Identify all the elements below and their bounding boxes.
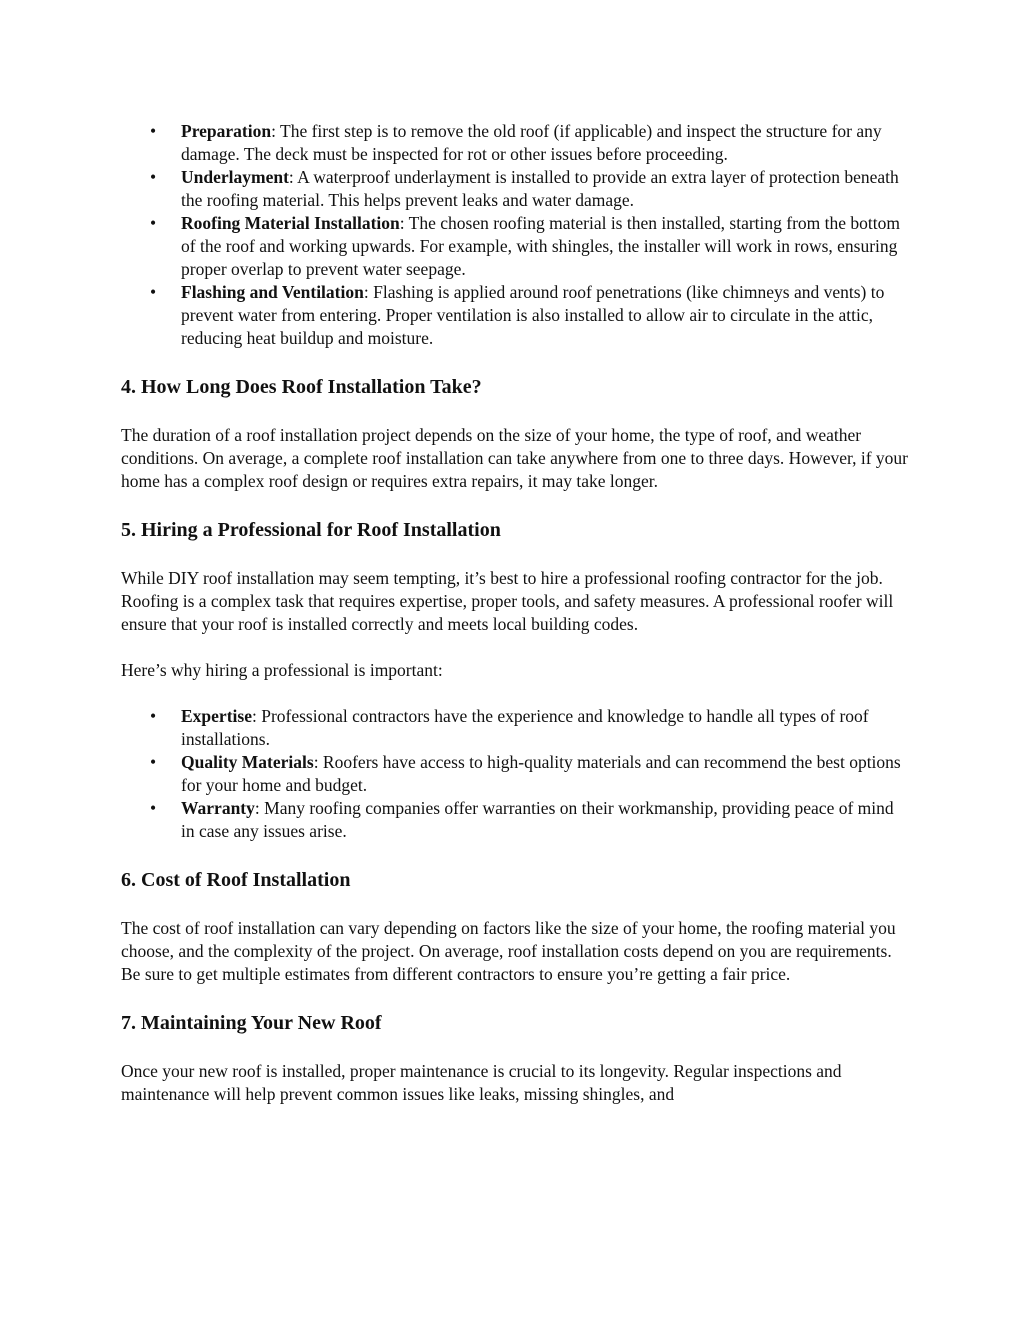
list-item-term: Quality Materials xyxy=(181,752,314,772)
list-item xyxy=(121,212,911,281)
bullet-icon: • xyxy=(150,798,157,818)
list-item xyxy=(121,281,911,350)
bullet-icon: • xyxy=(150,706,157,726)
professional-benefits-list xyxy=(121,705,911,843)
bullet-icon: • xyxy=(150,167,157,187)
section-paragraph: The duration of a roof installation project depends on the size of your home, the type of roof, and weather conditions. On average, a complete roof installation can take anywhere from one to three days. However, if your home has a complex roof design or requires extra repairs, it may take longer. xyxy=(121,425,909,491)
installation-steps-list xyxy=(121,120,911,350)
section-heading: 5. Hiring a Professional for Roof Installation xyxy=(121,519,501,541)
list-item xyxy=(121,166,911,212)
list-item-text: : Roofers have access to high-quality materials and can recommend the best options for your home and budget. xyxy=(181,752,901,795)
list-item-term: Preparation xyxy=(181,121,272,141)
list-item-text: : The first step is to remove the old roof (if applicable) and inspect the structure for any damage. The deck must be inspected for rot or other issues before proceeding. xyxy=(181,121,882,164)
section-paragraph: While DIY roof installation may seem tempting, it’s best to hire a professional roofing contractor for the job. Roofing is a complex task that requires expertise, proper tools, and safety measures. A professional roofer will ensure that your roof is installed correctly and meets local building codes. xyxy=(121,568,894,634)
section-heading: 4. How Long Does Roof Installation Take? xyxy=(121,376,482,398)
list-item xyxy=(121,797,911,843)
bullet-icon: • xyxy=(150,752,157,772)
list-item-text: : Many roofing companies offer warranties on their workmanship, providing peace of mind in case any issues arise. xyxy=(181,798,894,841)
section-paragraph: Once your new roof is installed, proper maintenance is crucial to its longevity. Regular inspections and maintenance will help prevent common issues like leaks, missing shingles, and xyxy=(121,1061,842,1104)
section-paragraph: The cost of roof installation can vary depending on factors like the size of your home, the roofing material you choose, and the complexity of the project. On average, roof installation costs depend on you are requirements. Be sure to get multiple estimates from different contractors to ensure you’re getting a fair price. xyxy=(121,918,896,984)
bullet-icon: • xyxy=(150,213,157,233)
list-item-term: Warranty xyxy=(181,798,255,818)
list-item xyxy=(121,751,911,797)
list-item-term: Flashing and Ventilation xyxy=(181,282,364,302)
section-heading: 6. Cost of Roof Installation xyxy=(121,869,351,891)
list-item-term: Roofing Material Installation xyxy=(181,213,400,233)
bullet-icon: • xyxy=(150,282,157,302)
list-item-text: : Professional contractors have the experience and knowledge to handle all types of roof installations. xyxy=(181,706,869,749)
list-item-text: : The chosen roofing material is then installed, starting from the bottom of the roof and working upwards. For example, with shingles, the installer will work in rows, ensuring proper overlap to prevent water seepage. xyxy=(181,213,901,279)
document-page xyxy=(121,120,911,1106)
list-item xyxy=(121,120,911,166)
section-heading: 7. Maintaining Your New Roof xyxy=(121,1012,382,1034)
list-intro: Here’s why hiring a professional is important: xyxy=(121,660,443,680)
list-item-text: : Flashing is applied around roof penetrations (like chimneys and vents) to prevent water from entering. Proper ventilation is also installed to allow air to circulate in the attic, reducing heat buildup and moisture. xyxy=(181,282,885,348)
list-item-text: : A waterproof underlayment is installed to provide an extra layer of protection beneath the roofing material. This helps prevent leaks and water damage. xyxy=(181,167,899,210)
list-item-term: Underlayment xyxy=(181,167,289,187)
list-item-term: Expertise xyxy=(181,706,252,726)
list-item xyxy=(121,705,911,751)
bullet-icon: • xyxy=(150,121,157,141)
